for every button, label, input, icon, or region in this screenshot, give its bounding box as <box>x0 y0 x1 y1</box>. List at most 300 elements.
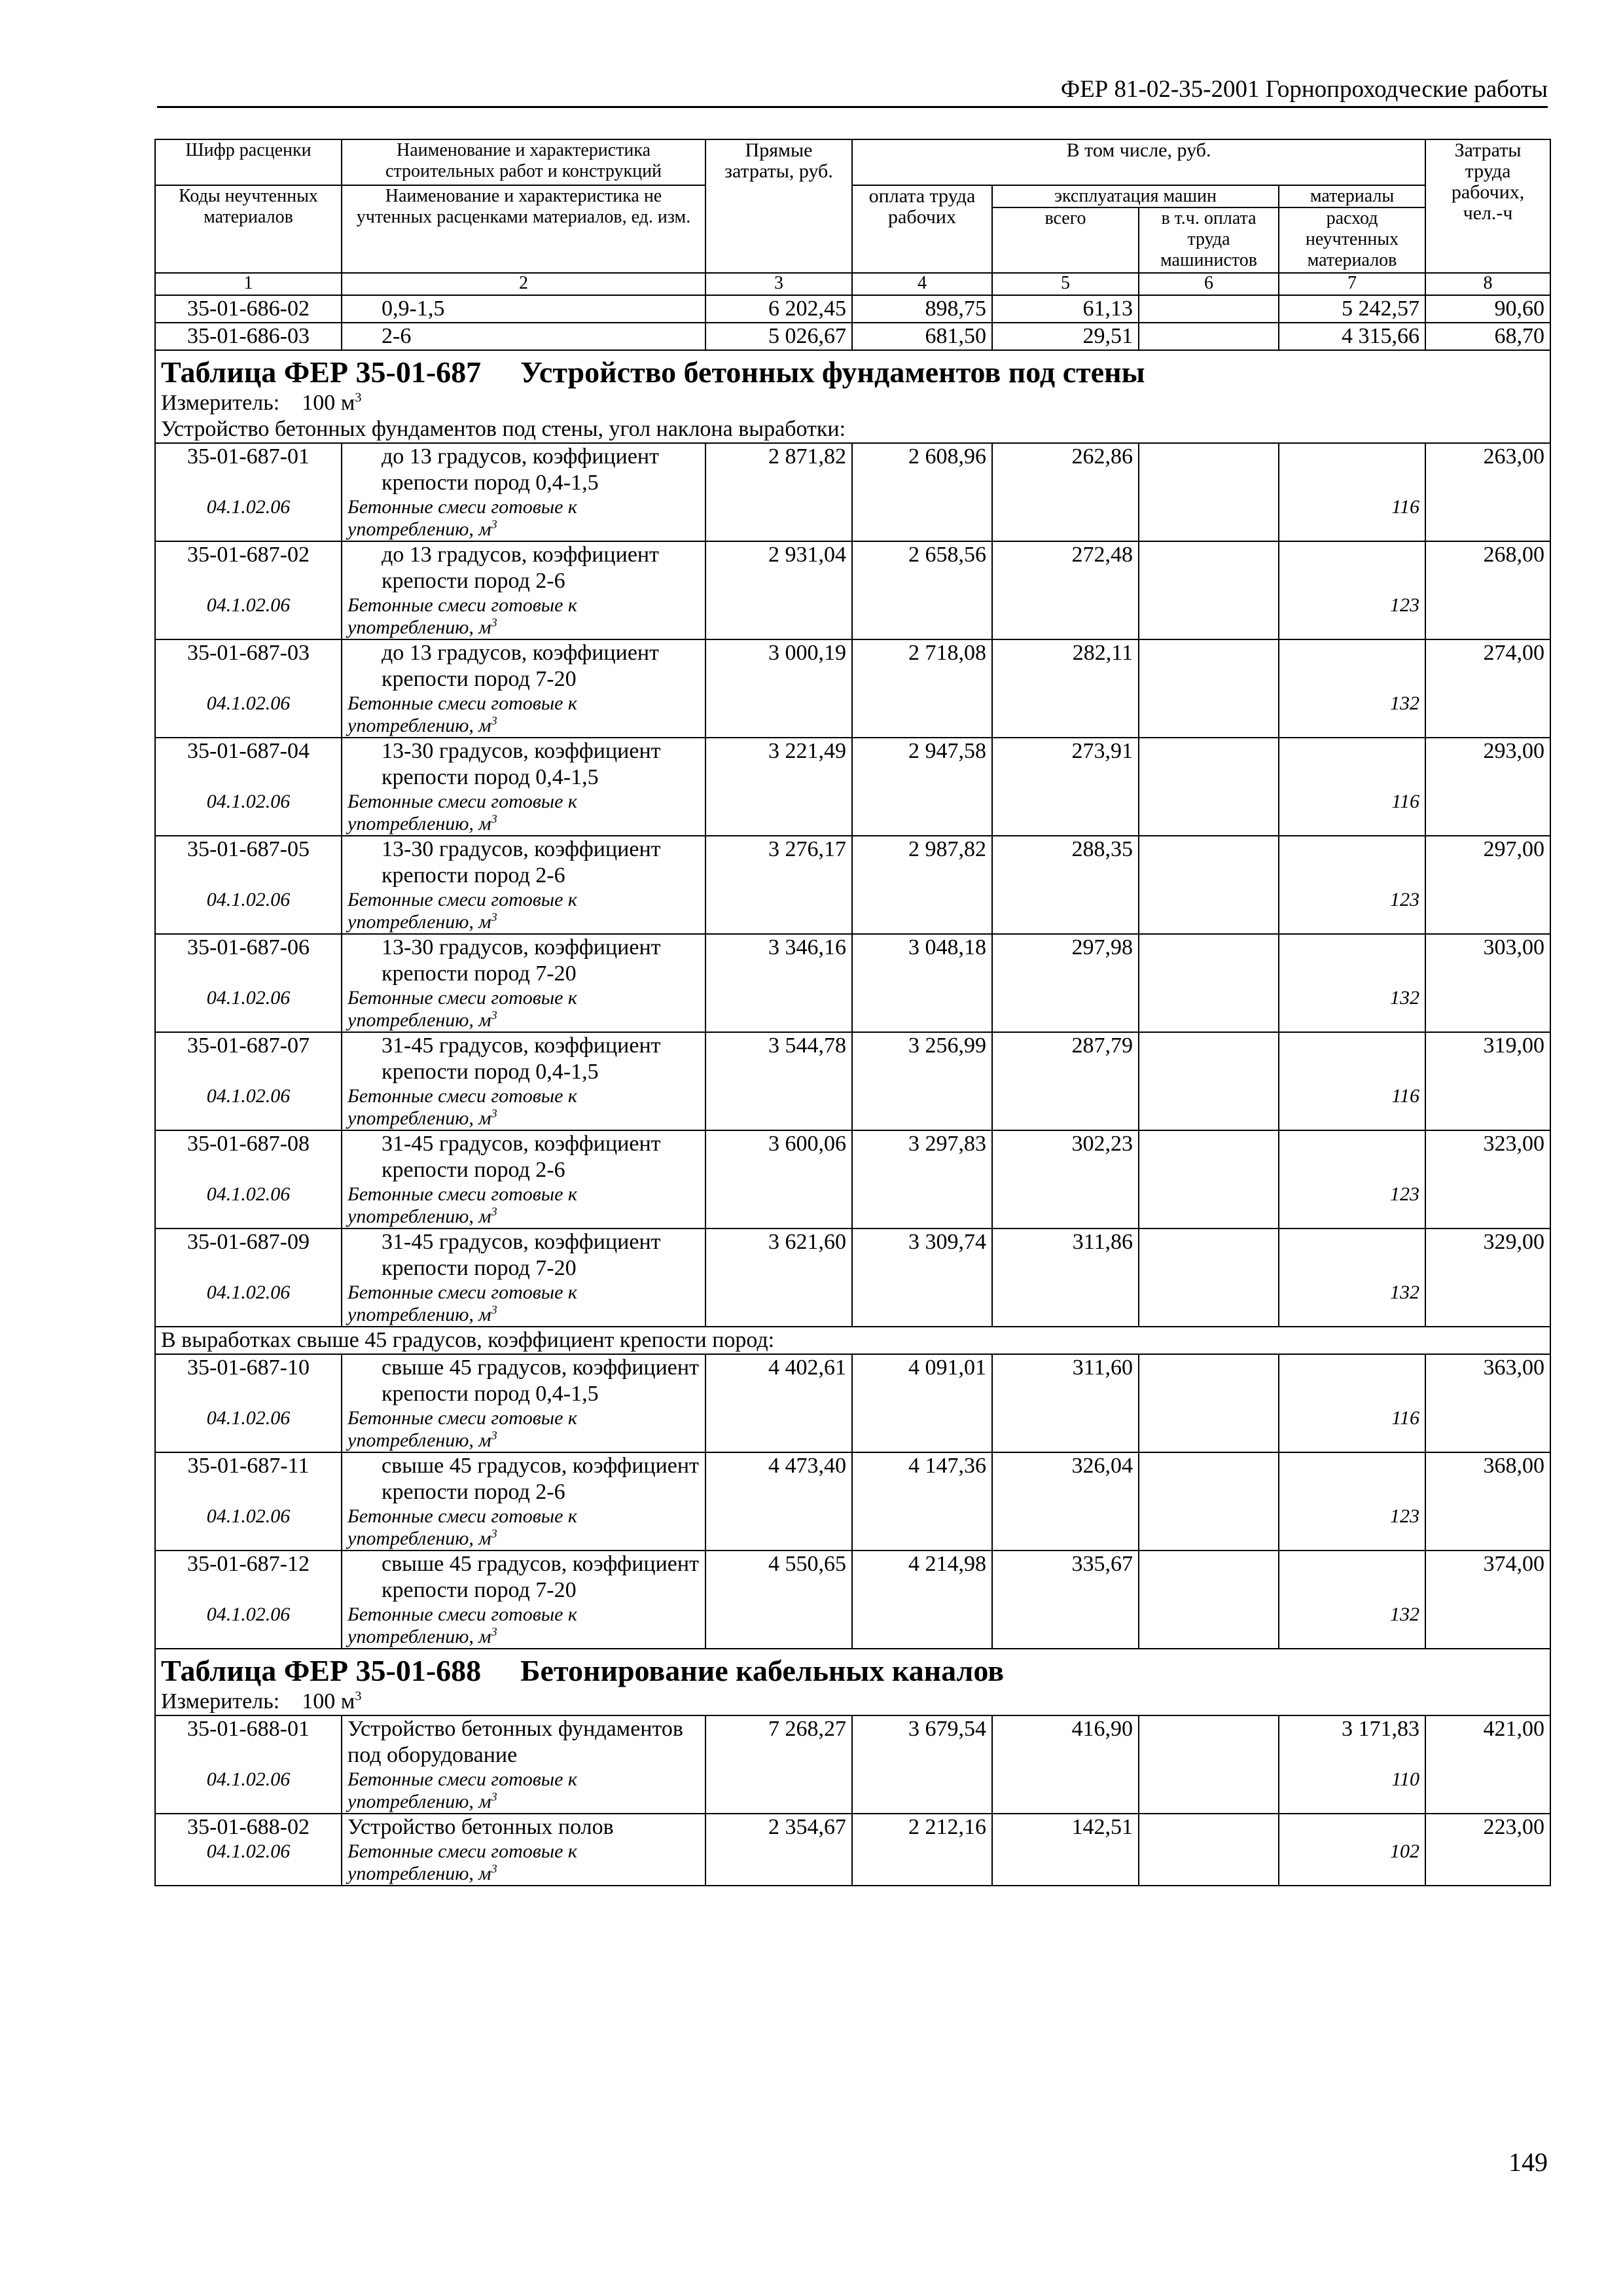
material-direct-empty <box>705 1840 852 1886</box>
material-labor-empty <box>852 692 992 738</box>
material-machines-empty <box>992 1840 1139 1886</box>
material-code: 04.1.02.06 <box>155 1085 342 1130</box>
row-code: 35-01-687-03 <box>155 639 342 692</box>
material-quantity: 123 <box>1279 889 1425 934</box>
row-machinists <box>1139 1130 1279 1183</box>
material-machinists-empty <box>1139 692 1279 738</box>
material-hours-empty <box>1425 594 1550 639</box>
material-labor-empty <box>852 1183 992 1229</box>
material-hours-empty <box>1425 692 1550 738</box>
header-machines: эксплуатация машин <box>992 185 1279 207</box>
row-direct: 3 346,16 <box>705 934 852 987</box>
row-materials <box>1279 1814 1425 1840</box>
header-code: Шифр расценки <box>155 139 342 185</box>
row-direct: 3 600,06 <box>705 1130 852 1183</box>
row-labor: 3 309,74 <box>852 1229 992 1282</box>
row-name: 31-45 градусов, коэффициент крепости пород 2-6 <box>342 1130 705 1183</box>
material-hours-empty <box>1425 1768 1550 1814</box>
row-machinists <box>1139 1452 1279 1505</box>
row-labor: 2 947,58 <box>852 738 992 791</box>
row-machines: 273,91 <box>992 738 1139 791</box>
header-materials-consumption: расход неучтенных материалов <box>1279 207 1425 273</box>
row-code: 35-01-686-03 <box>155 323 342 350</box>
row-machinists <box>1139 1715 1279 1768</box>
row-name: 31-45 градусов, коэффициент крепости пород 7-20 <box>342 1229 705 1282</box>
material-machinists-empty <box>1139 1505 1279 1551</box>
material-row <box>155 1604 1550 1649</box>
col-number: 7 <box>1279 273 1425 295</box>
table-row <box>155 934 1550 987</box>
material-code: 04.1.02.06 <box>155 791 342 836</box>
row-labor-hours: 323,00 <box>1425 1130 1550 1183</box>
row-machines: 61,13 <box>992 295 1139 323</box>
header-labor-pay: оплата труда рабочих <box>852 185 992 273</box>
material-direct-empty <box>705 1282 852 1327</box>
row-labor-hours: 293,00 <box>1425 738 1550 791</box>
material-code: 04.1.02.06 <box>155 1840 342 1886</box>
material-hours-empty <box>1425 1282 1550 1327</box>
material-hours-empty <box>1425 987 1550 1032</box>
material-quantity: 123 <box>1279 1505 1425 1551</box>
row-labor-hours: 363,00 <box>1425 1354 1550 1407</box>
material-code: 04.1.02.06 <box>155 987 342 1032</box>
row-labor: 2 608,96 <box>852 443 992 496</box>
row-labor: 4 091,01 <box>852 1354 992 1407</box>
material-labor-empty <box>852 1840 992 1886</box>
material-machinists-empty <box>1139 889 1279 934</box>
material-machinists-empty <box>1139 1840 1279 1886</box>
row-materials <box>1279 836 1425 889</box>
col-number: 5 <box>992 273 1139 295</box>
row-machines: 311,60 <box>992 1354 1139 1407</box>
material-machinists-empty <box>1139 1085 1279 1130</box>
material-labor-empty <box>852 987 992 1032</box>
row-materials: 5 242,57 <box>1279 295 1425 323</box>
row-code: 35-01-687-11 <box>155 1452 342 1505</box>
material-machines-empty <box>992 1604 1139 1649</box>
material-name: Бетонные смеси готовые к употреблению, $м^3$ <box>342 1604 705 1649</box>
row-direct: 2 354,67 <box>705 1814 852 1840</box>
material-direct-empty <box>705 1505 852 1551</box>
material-name: Бетонные смеси готовые к употреблению, $м^3$ <box>342 1085 705 1130</box>
row-machines: 142,51 <box>992 1814 1139 1840</box>
row-direct: 3 221,49 <box>705 738 852 791</box>
material-direct-empty <box>705 1604 852 1649</box>
row-machinists <box>1139 934 1279 987</box>
material-labor-empty <box>852 1768 992 1814</box>
material-row <box>155 1407 1550 1452</box>
table-row <box>155 836 1550 889</box>
material-machinists-empty <box>1139 1282 1279 1327</box>
material-direct-empty <box>705 496 852 541</box>
material-quantity: 132 <box>1279 692 1425 738</box>
row-materials: 4 315,66 <box>1279 323 1425 350</box>
row-labor-hours: 223,00 <box>1425 1814 1550 1840</box>
material-quantity: 123 <box>1279 594 1425 639</box>
table-row <box>155 639 1550 692</box>
material-machinists-empty <box>1139 791 1279 836</box>
material-labor-empty <box>852 1282 992 1327</box>
row-code: 35-01-687-09 <box>155 1229 342 1282</box>
material-row <box>155 1768 1550 1814</box>
row-machines: 288,35 <box>992 836 1139 889</box>
row-machines: 287,79 <box>992 1032 1139 1085</box>
header-name: Наименование и характеристика строительных работ и конструкций <box>342 139 705 185</box>
material-row <box>155 1085 1550 1130</box>
material-row <box>155 1840 1550 1886</box>
material-labor-empty <box>852 1407 992 1452</box>
material-code: 04.1.02.06 <box>155 1282 342 1327</box>
row-machines: 262,86 <box>992 443 1139 496</box>
row-code: 35-01-687-06 <box>155 934 342 987</box>
row-labor: 3 297,83 <box>852 1130 992 1183</box>
material-hours-empty <box>1425 1604 1550 1649</box>
row-code: 35-01-687-05 <box>155 836 342 889</box>
row-code: 35-01-688-02 <box>155 1814 342 1840</box>
row-machines: 297,98 <box>992 934 1139 987</box>
row-materials: 3 171,83 <box>1279 1715 1425 1768</box>
material-quantity: 132 <box>1279 1282 1425 1327</box>
row-materials <box>1279 1354 1425 1407</box>
material-machines-empty <box>992 1768 1139 1814</box>
table-row <box>155 1715 1550 1768</box>
material-quantity: 116 <box>1279 791 1425 836</box>
row-machinists <box>1139 541 1279 594</box>
row-machinists <box>1139 1032 1279 1085</box>
material-code: 04.1.02.06 <box>155 1407 342 1452</box>
material-labor-empty <box>852 889 992 934</box>
material-machinists-empty <box>1139 1407 1279 1452</box>
row-materials <box>1279 1130 1425 1183</box>
material-machines-empty <box>992 1282 1139 1327</box>
material-direct-empty <box>705 594 852 639</box>
header-direct: Прямые затраты, руб. <box>705 139 852 273</box>
page-number: 149 <box>1508 2147 1548 2177</box>
row-labor-hours: 90,60 <box>1425 295 1550 323</box>
col-number: 2 <box>342 273 705 295</box>
row-labor: 2 718,08 <box>852 639 992 692</box>
row-labor: 681,50 <box>852 323 992 350</box>
table-row <box>155 1551 1550 1604</box>
row-machinists <box>1139 639 1279 692</box>
material-code: 04.1.02.06 <box>155 889 342 934</box>
row-machinists <box>1139 1551 1279 1604</box>
row-name: до 13 градусов, коэффициент крепости пород 7-20 <box>342 639 705 692</box>
row-machinists <box>1139 836 1279 889</box>
row-labor-hours: 274,00 <box>1425 639 1550 692</box>
price-table <box>154 139 1551 1886</box>
row-labor-hours: 421,00 <box>1425 1715 1550 1768</box>
row-direct: 3 276,17 <box>705 836 852 889</box>
table-row <box>155 1130 1550 1183</box>
row-code: 35-01-687-02 <box>155 541 342 594</box>
material-quantity: 132 <box>1279 987 1425 1032</box>
row-code: 35-01-686-02 <box>155 295 342 323</box>
material-machines-empty <box>992 1505 1139 1551</box>
material-direct-empty <box>705 692 852 738</box>
row-machines: 29,51 <box>992 323 1139 350</box>
table-row <box>155 1229 1550 1282</box>
header-materials: материалы <box>1279 185 1425 207</box>
row-labor: 4 147,36 <box>852 1452 992 1505</box>
row-code: 35-01-687-10 <box>155 1354 342 1407</box>
material-hours-empty <box>1425 1840 1550 1886</box>
row-labor: 898,75 <box>852 295 992 323</box>
row-name: Устройство бетонных фундаментов под оборудование <box>342 1715 705 1768</box>
row-materials <box>1279 639 1425 692</box>
table-688-title: Таблица ФЕР 35-01-688 Бетонирование кабельных каналов <box>155 1649 1550 1689</box>
material-machines-empty <box>992 1085 1139 1130</box>
row-machines: 326,04 <box>992 1452 1139 1505</box>
header-machines-total: всего <box>992 207 1139 273</box>
material-machinists-empty <box>1139 1604 1279 1649</box>
material-row <box>155 791 1550 836</box>
row-labor: 3 256,99 <box>852 1032 992 1085</box>
material-direct-empty <box>705 987 852 1032</box>
row-machines: 282,11 <box>992 639 1139 692</box>
row-direct: 6 202,45 <box>705 295 852 323</box>
material-quantity: 102 <box>1279 1840 1425 1886</box>
row-labor-hours: 329,00 <box>1425 1229 1550 1282</box>
table-row <box>155 738 1550 791</box>
material-name: Бетонные смеси готовые к употреблению, $м^3$ <box>342 1407 705 1452</box>
row-machinists <box>1139 1229 1279 1282</box>
row-labor: 2 987,82 <box>852 836 992 889</box>
material-direct-empty <box>705 889 852 934</box>
row-code: 35-01-688-01 <box>155 1715 342 1768</box>
table-row <box>155 323 1550 350</box>
material-labor-empty <box>852 791 992 836</box>
material-machines-empty <box>992 987 1139 1032</box>
row-name: свыше 45 градусов, коэффициент крепости пород 2-6 <box>342 1452 705 1505</box>
table-row <box>155 295 1550 323</box>
material-row <box>155 1505 1550 1551</box>
material-direct-empty <box>705 1407 852 1452</box>
row-name: 31-45 градусов, коэффициент крепости пород 0,4-1,5 <box>342 1032 705 1085</box>
row-direct: 4 402,61 <box>705 1354 852 1407</box>
row-machinists <box>1139 323 1279 350</box>
material-machines-empty <box>992 791 1139 836</box>
material-row <box>155 987 1550 1032</box>
table-688-measure: Измеритель: 100 $м^3$ <box>155 1689 1550 1715</box>
material-row <box>155 889 1550 934</box>
row-materials <box>1279 1032 1425 1085</box>
material-code: 04.1.02.06 <box>155 496 342 541</box>
row-code: 35-01-687-12 <box>155 1551 342 1604</box>
row-name: 2-6 <box>342 323 705 350</box>
header-unaccounted-name: Наименование и характеристика не учтенных расценками материалов, ед. изм. <box>342 185 705 273</box>
material-direct-empty <box>705 791 852 836</box>
material-hours-empty <box>1425 889 1550 934</box>
table-row <box>155 1814 1550 1840</box>
material-direct-empty <box>705 1085 852 1130</box>
material-labor-empty <box>852 1505 992 1551</box>
material-row <box>155 496 1550 541</box>
material-quantity: 116 <box>1279 496 1425 541</box>
material-code: 04.1.02.06 <box>155 594 342 639</box>
material-machines-empty <box>992 1407 1139 1452</box>
material-hours-empty <box>1425 496 1550 541</box>
header-unaccounted-codes: Коды неучтенных материалов <box>155 185 342 273</box>
header-labor-cost: Затраты труда рабочих, чел.-ч <box>1425 139 1550 273</box>
row-code: 35-01-687-01 <box>155 443 342 496</box>
row-direct: 4 550,65 <box>705 1551 852 1604</box>
row-materials <box>1279 1452 1425 1505</box>
row-labor-hours: 263,00 <box>1425 443 1550 496</box>
row-name: 13-30 градусов, коэффициент крепости пород 2-6 <box>342 836 705 889</box>
row-materials <box>1279 541 1425 594</box>
material-quantity: 110 <box>1279 1768 1425 1814</box>
row-materials <box>1279 1229 1425 1282</box>
material-name: Бетонные смеси готовые к употреблению, $м^3$ <box>342 791 705 836</box>
row-machinists <box>1139 1814 1279 1840</box>
material-machines-empty <box>992 889 1139 934</box>
material-name: Бетонные смеси готовые к употреблению, $м^3$ <box>342 496 705 541</box>
row-labor-hours: 319,00 <box>1425 1032 1550 1085</box>
row-labor: 3 048,18 <box>852 934 992 987</box>
header-machinists-pay: в т.ч. оплата труда машинистов <box>1139 207 1279 273</box>
material-labor-empty <box>852 1085 992 1130</box>
row-name: 0,9-1,5 <box>342 295 705 323</box>
material-quantity: 132 <box>1279 1604 1425 1649</box>
row-direct: 2 871,82 <box>705 443 852 496</box>
material-name: Бетонные смеси готовые к употреблению, $м^3$ <box>342 1282 705 1327</box>
row-direct: 5 026,67 <box>705 323 852 350</box>
row-name: свыше 45 градусов, коэффициент крепости пород 0,4-1,5 <box>342 1354 705 1407</box>
table-687-measure: Измеритель: 100 $м^3$ <box>155 390 1550 416</box>
row-labor: 2 658,56 <box>852 541 992 594</box>
material-name: Бетонные смеси готовые к употреблению, $м^3$ <box>342 1768 705 1814</box>
col-number: 1 <box>155 273 342 295</box>
material-name: Бетонные смеси готовые к употреблению, $м^3$ <box>342 987 705 1032</box>
row-direct: 3 000,19 <box>705 639 852 692</box>
row-materials <box>1279 934 1425 987</box>
row-machines: 302,23 <box>992 1130 1139 1183</box>
material-hours-empty <box>1425 1085 1550 1130</box>
material-direct-empty <box>705 1183 852 1229</box>
row-labor-hours: 374,00 <box>1425 1551 1550 1604</box>
material-code: 04.1.02.06 <box>155 1604 342 1649</box>
material-machines-empty <box>992 496 1139 541</box>
table-row <box>155 1032 1550 1085</box>
col-number: 6 <box>1139 273 1279 295</box>
row-code: 35-01-687-04 <box>155 738 342 791</box>
material-row <box>155 1183 1550 1229</box>
material-hours-empty <box>1425 1505 1550 1551</box>
table-687-title: Таблица ФЕР 35-01-687 Устройство бетонных фундаментов под стены <box>155 350 1550 390</box>
col-number: 8 <box>1425 273 1550 295</box>
col-number: 3 <box>705 273 852 295</box>
material-hours-empty <box>1425 791 1550 836</box>
material-quantity: 116 <box>1279 1407 1425 1452</box>
row-labor-hours: 303,00 <box>1425 934 1550 987</box>
row-labor-hours: 297,00 <box>1425 836 1550 889</box>
material-code: 04.1.02.06 <box>155 692 342 738</box>
table-687-section-2: В выработках свыше 45 градусов, коэффициент крепости пород: <box>155 1327 1550 1354</box>
material-row <box>155 594 1550 639</box>
row-code: 35-01-687-08 <box>155 1130 342 1183</box>
row-name: свыше 45 градусов, коэффициент крепости пород 7-20 <box>342 1551 705 1604</box>
row-materials <box>1279 1551 1425 1604</box>
material-name: Бетонные смеси готовые к употреблению, $м^3$ <box>342 1183 705 1229</box>
material-labor-empty <box>852 594 992 639</box>
material-name: Бетонные смеси готовые к употреблению, $м^3$ <box>342 1840 705 1886</box>
row-machinists <box>1139 1354 1279 1407</box>
material-labor-empty <box>852 496 992 541</box>
material-hours-empty <box>1425 1407 1550 1452</box>
table-687-section-1: Устройство бетонных фундаментов под стены, угол наклона выработки: <box>155 416 1550 443</box>
material-row <box>155 692 1550 738</box>
material-machinists-empty <box>1139 1768 1279 1814</box>
material-machinists-empty <box>1139 1183 1279 1229</box>
row-labor: 4 214,98 <box>852 1551 992 1604</box>
row-labor: 2 212,16 <box>852 1814 992 1840</box>
row-machinists <box>1139 738 1279 791</box>
material-direct-empty <box>705 1768 852 1814</box>
table-row <box>155 1452 1550 1505</box>
row-labor-hours: 68,70 <box>1425 323 1550 350</box>
material-name: Бетонные смеси готовые к употреблению, $м^3$ <box>342 692 705 738</box>
row-direct: 4 473,40 <box>705 1452 852 1505</box>
row-machines: 416,90 <box>992 1715 1139 1768</box>
material-labor-empty <box>852 1604 992 1649</box>
row-machines: 335,67 <box>992 1551 1139 1604</box>
row-materials <box>1279 443 1425 496</box>
col-number: 4 <box>852 273 992 295</box>
row-machines: 311,86 <box>992 1229 1139 1282</box>
row-materials <box>1279 738 1425 791</box>
table-row <box>155 1354 1550 1407</box>
material-quantity: 116 <box>1279 1085 1425 1130</box>
material-machinists-empty <box>1139 987 1279 1032</box>
material-hours-empty <box>1425 1183 1550 1229</box>
material-name: Бетонные смеси готовые к употреблению, $м^3$ <box>342 594 705 639</box>
table-row <box>155 541 1550 594</box>
row-direct: 2 931,04 <box>705 541 852 594</box>
row-name: до 13 градусов, коэффициент крепости пород 2-6 <box>342 541 705 594</box>
row-machines: 272,48 <box>992 541 1139 594</box>
row-name: до 13 градусов, коэффициент крепости пород 0,4-1,5 <box>342 443 705 496</box>
material-machinists-empty <box>1139 594 1279 639</box>
row-name: 13-30 градусов, коэффициент крепости пород 7-20 <box>342 934 705 987</box>
row-name: 13-30 градусов, коэффициент крепости пород 0,4-1,5 <box>342 738 705 791</box>
material-machinists-empty <box>1139 496 1279 541</box>
material-code: 04.1.02.06 <box>155 1505 342 1551</box>
material-quantity: 123 <box>1279 1183 1425 1229</box>
material-code: 04.1.02.06 <box>155 1768 342 1814</box>
header-including: В том числе, руб. <box>852 139 1425 185</box>
row-labor-hours: 268,00 <box>1425 541 1550 594</box>
table-row <box>155 443 1550 496</box>
material-code: 04.1.02.06 <box>155 1183 342 1229</box>
row-machinists <box>1139 295 1279 323</box>
row-direct: 7 268,27 <box>705 1715 852 1768</box>
material-machines-empty <box>992 692 1139 738</box>
row-direct: 3 621,60 <box>705 1229 852 1282</box>
row-labor: 3 679,54 <box>852 1715 992 1768</box>
material-machines-empty <box>992 1183 1139 1229</box>
row-direct: 3 544,78 <box>705 1032 852 1085</box>
row-machinists <box>1139 443 1279 496</box>
material-name: Бетонные смеси готовые к употреблению, $м^3$ <box>342 1505 705 1551</box>
page-header: ФЕР 81-02-35-2001 Горнопроходческие работы <box>157 73 1548 108</box>
row-name: Устройство бетонных полов <box>342 1814 705 1840</box>
material-row <box>155 1282 1550 1327</box>
row-labor-hours: 368,00 <box>1425 1452 1550 1505</box>
material-machines-empty <box>992 594 1139 639</box>
material-name: Бетонные смеси готовые к употреблению, $м^3$ <box>342 889 705 934</box>
row-code: 35-01-687-07 <box>155 1032 342 1085</box>
